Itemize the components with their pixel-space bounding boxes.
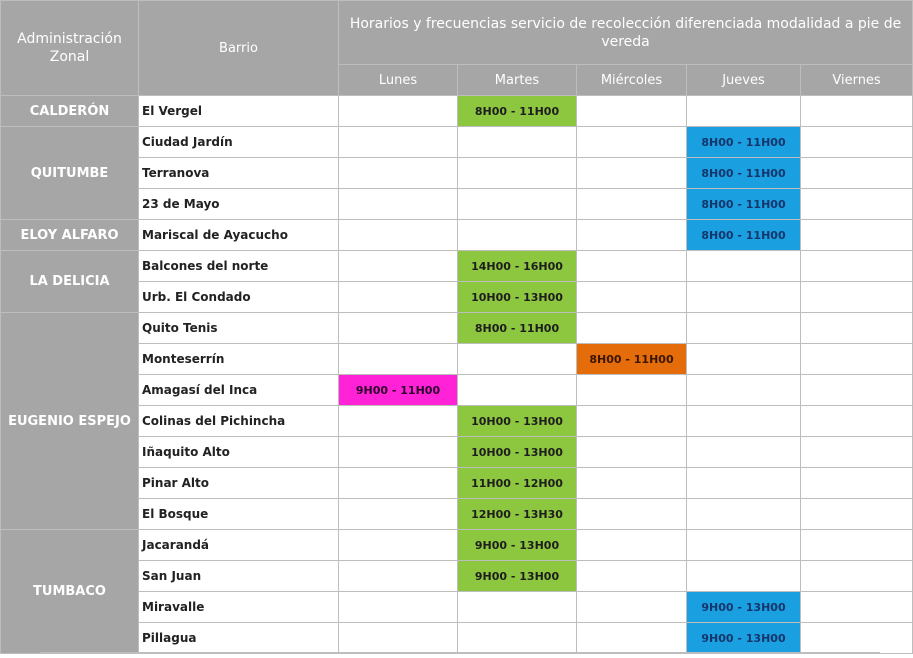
barrio-cell: Ciudad Jardín: [139, 127, 339, 158]
empty-day-cell: [458, 158, 577, 189]
empty-day-cell: [458, 189, 577, 220]
barrio-cell: Iñaquito Alto: [139, 437, 339, 468]
barrio-cell: Miravalle: [139, 592, 339, 623]
empty-day-cell: [801, 375, 913, 406]
empty-day-cell: [687, 313, 801, 344]
empty-day-cell: [801, 344, 913, 375]
schedule-time-cell: 8H00 - 11H00: [458, 313, 577, 344]
empty-day-cell: [801, 313, 913, 344]
empty-day-cell: [801, 437, 913, 468]
barrio-cell: 23 de Mayo: [139, 189, 339, 220]
empty-day-cell: [339, 189, 458, 220]
schedule-time-cell: 8H00 - 11H00: [687, 220, 801, 251]
schedule-time-cell: 9H00 - 13H00: [458, 530, 577, 561]
empty-day-cell: [339, 437, 458, 468]
empty-day-cell: [687, 499, 801, 530]
empty-day-cell: [339, 313, 458, 344]
table-row: [1, 127, 913, 158]
schedule-time-cell: 10H00 - 13H00: [458, 437, 577, 468]
barrio-cell: Pillagua: [139, 623, 339, 654]
empty-day-cell: [801, 127, 913, 158]
empty-day-cell: [801, 499, 913, 530]
empty-day-cell: [458, 344, 577, 375]
barrio-cell: Monteserrín: [139, 344, 339, 375]
empty-day-cell: [577, 313, 687, 344]
header-admin-zonal: Administración Zonal: [1, 1, 139, 96]
barrio-cell: Quito Tenis: [139, 313, 339, 344]
empty-day-cell: [801, 468, 913, 499]
empty-day-cell: [687, 561, 801, 592]
empty-day-cell: [577, 158, 687, 189]
empty-day-cell: [577, 96, 687, 127]
schedule-body: [1, 96, 913, 654]
empty-day-cell: [801, 530, 913, 561]
empty-day-cell: [687, 96, 801, 127]
empty-day-cell: [339, 592, 458, 623]
header-day-jueves: Jueves: [687, 65, 801, 96]
empty-day-cell: [458, 220, 577, 251]
schedule-time-cell: 8H00 - 11H00: [577, 344, 687, 375]
empty-day-cell: [577, 375, 687, 406]
empty-day-cell: [577, 592, 687, 623]
schedule-time-cell: 14H00 - 16H00: [458, 251, 577, 282]
empty-day-cell: [801, 561, 913, 592]
empty-day-cell: [458, 623, 577, 654]
header-barrio: Barrio: [139, 1, 339, 96]
schedule-time-cell: 8H00 - 11H00: [687, 127, 801, 158]
empty-day-cell: [339, 96, 458, 127]
schedule-time-cell: 10H00 - 13H00: [458, 282, 577, 313]
zone-cell: QUITUMBE: [1, 127, 139, 220]
zone-cell: TUMBACO: [1, 530, 139, 654]
barrio-cell: Amagasí del Inca: [139, 375, 339, 406]
empty-day-cell: [339, 282, 458, 313]
empty-day-cell: [458, 375, 577, 406]
empty-day-cell: [801, 220, 913, 251]
header-day-miercoles: Miércoles: [577, 65, 687, 96]
empty-day-cell: [687, 344, 801, 375]
barrio-cell: Jacarandá: [139, 530, 339, 561]
empty-day-cell: [339, 561, 458, 592]
header-title: Horarios y frecuencias servicio de recolección diferenciada modalidad a pie de vereda: [339, 1, 913, 65]
empty-day-cell: [687, 406, 801, 437]
empty-day-cell: [687, 468, 801, 499]
empty-day-cell: [458, 592, 577, 623]
header-day-viernes: Viernes: [801, 65, 913, 96]
schedule-time-cell: 9H00 - 11H00: [339, 375, 458, 406]
empty-day-cell: [577, 561, 687, 592]
empty-day-cell: [801, 592, 913, 623]
empty-day-cell: [577, 220, 687, 251]
empty-day-cell: [577, 189, 687, 220]
zone-cell: LA DELICIA: [1, 251, 139, 313]
header-day-martes: Martes: [458, 65, 577, 96]
barrio-cell: Urb. El Condado: [139, 282, 339, 313]
table-row: [1, 96, 913, 127]
empty-day-cell: [339, 468, 458, 499]
barrio-cell: Mariscal de Ayacucho: [139, 220, 339, 251]
empty-day-cell: [577, 468, 687, 499]
schedule-time-cell: 10H00 - 13H00: [458, 406, 577, 437]
empty-day-cell: [339, 127, 458, 158]
empty-day-cell: [339, 158, 458, 189]
empty-day-cell: [687, 437, 801, 468]
empty-day-cell: [458, 127, 577, 158]
footer-divider: [40, 652, 880, 653]
barrio-cell: Colinas del Pichincha: [139, 406, 339, 437]
empty-day-cell: [687, 530, 801, 561]
empty-day-cell: [577, 251, 687, 282]
schedule-time-cell: 12H00 - 13H30: [458, 499, 577, 530]
table-row: [1, 251, 913, 282]
schedule-time-cell: 9H00 - 13H00: [687, 592, 801, 623]
barrio-cell: El Vergel: [139, 96, 339, 127]
zone-cell: ELOY ALFARO: [1, 220, 139, 251]
empty-day-cell: [577, 623, 687, 654]
schedule-time-cell: 8H00 - 11H00: [687, 189, 801, 220]
empty-day-cell: [339, 530, 458, 561]
empty-day-cell: [339, 251, 458, 282]
empty-day-cell: [801, 406, 913, 437]
table-row: [1, 220, 913, 251]
empty-day-cell: [687, 282, 801, 313]
empty-day-cell: [339, 344, 458, 375]
barrio-cell: Pinar Alto: [139, 468, 339, 499]
schedule-time-cell: 8H00 - 11H00: [687, 158, 801, 189]
schedule-time-cell: 9H00 - 13H00: [458, 561, 577, 592]
empty-day-cell: [801, 96, 913, 127]
empty-day-cell: [801, 158, 913, 189]
zone-cell: EUGENIO ESPEJO: [1, 313, 139, 530]
empty-day-cell: [687, 251, 801, 282]
table-row: [1, 313, 913, 344]
empty-day-cell: [801, 282, 913, 313]
empty-day-cell: [339, 623, 458, 654]
schedule-time-cell: 8H00 - 11H00: [458, 96, 577, 127]
empty-day-cell: [339, 220, 458, 251]
schedule-time-cell: 9H00 - 13H00: [687, 623, 801, 654]
empty-day-cell: [339, 406, 458, 437]
empty-day-cell: [577, 406, 687, 437]
table-row: [1, 530, 913, 561]
empty-day-cell: [577, 127, 687, 158]
barrio-cell: San Juan: [139, 561, 339, 592]
empty-day-cell: [687, 375, 801, 406]
empty-day-cell: [339, 499, 458, 530]
empty-day-cell: [577, 437, 687, 468]
zone-cell: CALDERÓN: [1, 96, 139, 127]
empty-day-cell: [801, 251, 913, 282]
empty-day-cell: [801, 189, 913, 220]
empty-day-cell: [801, 623, 913, 654]
barrio-cell: Terranova: [139, 158, 339, 189]
empty-day-cell: [577, 499, 687, 530]
barrio-cell: El Bosque: [139, 499, 339, 530]
schedule-time-cell: 11H00 - 12H00: [458, 468, 577, 499]
barrio-cell: Balcones del norte: [139, 251, 339, 282]
empty-day-cell: [577, 530, 687, 561]
header-day-lunes: Lunes: [339, 65, 458, 96]
empty-day-cell: [577, 282, 687, 313]
